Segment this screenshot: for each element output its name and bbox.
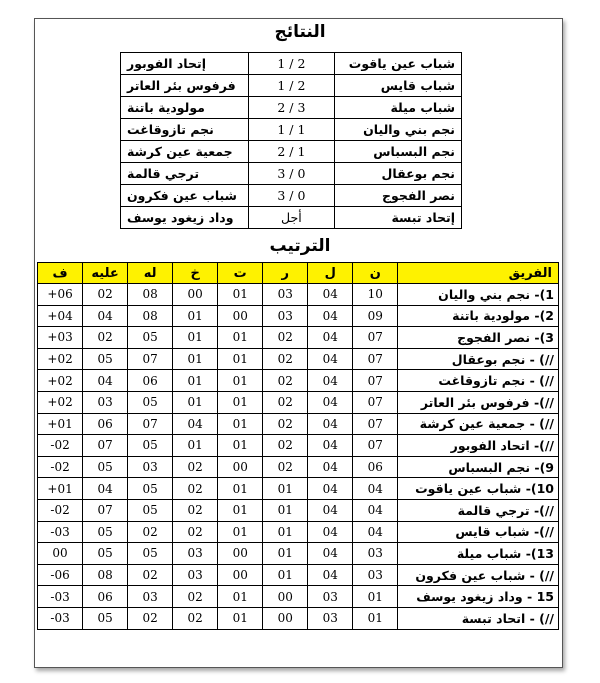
- standings-goals-against: 04: [83, 478, 128, 500]
- result-row: [121, 97, 462, 119]
- results-table: [120, 52, 462, 229]
- result-row: [121, 53, 462, 75]
- result-away-team: نجم تازوقاغت: [121, 119, 249, 141]
- standings-goals-for: 05: [128, 327, 173, 349]
- standings-goal-diff: 02-: [38, 435, 83, 457]
- standings-draw: 01: [218, 499, 263, 521]
- standings-won: 02: [263, 370, 308, 392]
- standings-goals-for: 05: [128, 499, 173, 521]
- result-home-team: شباب قايس: [334, 75, 461, 97]
- standings-won: 01: [263, 521, 308, 543]
- standings-won: 02: [263, 391, 308, 413]
- standings-team: 3)- نصر الفجوج: [398, 327, 559, 349]
- standings-won: 01: [263, 478, 308, 500]
- standings-points: 07: [353, 370, 398, 392]
- standings-lost: 02: [173, 607, 218, 629]
- standings-goals-for: 02: [128, 564, 173, 586]
- standings-goals-against: 06: [83, 413, 128, 435]
- standings-row: [38, 435, 559, 457]
- standings-played: 04: [308, 327, 353, 349]
- standings-goal-diff: 02-: [38, 499, 83, 521]
- standings-draw: 01: [218, 413, 263, 435]
- standings-table: [37, 262, 559, 630]
- standings-played: 04: [308, 348, 353, 370]
- standings-team: 13)- شباب ميلة: [398, 543, 559, 565]
- standings-goals-for: 02: [128, 607, 173, 629]
- standings-draw: 01: [218, 370, 263, 392]
- header-goals-against: عليه: [83, 263, 128, 284]
- standings-points: 03: [353, 564, 398, 586]
- standings-draw: 00: [218, 543, 263, 565]
- result-row: [121, 207, 462, 229]
- standings-goal-diff: 01+: [38, 413, 83, 435]
- standings-team: 2)- مولودية باتنة: [398, 305, 559, 327]
- standings-goals-against: 05: [83, 348, 128, 370]
- header-points: ن: [353, 263, 398, 284]
- result-away-team: فرفوس بئر العاتر: [121, 75, 249, 97]
- standings-won: 03: [263, 284, 308, 306]
- standings-lost: 02: [173, 586, 218, 608]
- standings-goals-against: 02: [83, 284, 128, 306]
- result-away-team: إتحاد الفوبور: [121, 53, 249, 75]
- result-away-team: مولودية باتنة: [121, 97, 249, 119]
- standings-goals-against: 05: [83, 456, 128, 478]
- standings-draw: 01: [218, 327, 263, 349]
- standings-lost: 02: [173, 499, 218, 521]
- standings-lost: 01: [173, 435, 218, 457]
- result-row: [121, 75, 462, 97]
- standings-points: 07: [353, 435, 398, 457]
- standings-played: 04: [308, 435, 353, 457]
- standings-played: 04: [308, 370, 353, 392]
- standings-goals-against: 04: [83, 305, 128, 327]
- standings-goals-for: 05: [128, 435, 173, 457]
- standings-points: 07: [353, 327, 398, 349]
- header-draw: ت: [218, 263, 263, 284]
- header-team: الفريق: [398, 263, 559, 284]
- standings-goals-against: 05: [83, 521, 128, 543]
- standings-lost: 03: [173, 543, 218, 565]
- result-home-team: شباب ميلة: [334, 97, 461, 119]
- standings-draw: 01: [218, 586, 263, 608]
- standings-won: 03: [263, 305, 308, 327]
- result-row: [121, 163, 462, 185]
- standings-won: 02: [263, 456, 308, 478]
- standings-lost: 04: [173, 413, 218, 435]
- standings-played: 04: [308, 499, 353, 521]
- standings-won: 02: [263, 327, 308, 349]
- standings-points: 01: [353, 607, 398, 629]
- standings-row: [38, 521, 559, 543]
- standings-lost: 01: [173, 370, 218, 392]
- standings-team: //) - شباب عين فكرون: [398, 564, 559, 586]
- standings-row: [38, 284, 559, 306]
- result-row: [121, 185, 462, 207]
- standings-team: //)- فرفوس بئر العاتر: [398, 391, 559, 413]
- header-won: ر: [263, 263, 308, 284]
- result-home-team: نصر الفجوج: [334, 185, 461, 207]
- standings-goal-diff: 06+: [38, 284, 83, 306]
- result-away-team: وداد زيغود يوسف: [121, 207, 249, 229]
- standings-played: 04: [308, 564, 353, 586]
- standings-row: [38, 499, 559, 521]
- standings-points: 04: [353, 478, 398, 500]
- standings-played: 04: [308, 478, 353, 500]
- header-played: ل: [308, 263, 353, 284]
- standings-goals-against: 05: [83, 543, 128, 565]
- result-home-team: نجم بني واليان: [334, 119, 461, 141]
- standings-team: 10)- شباب عين ياقوت: [398, 478, 559, 500]
- standings-lost: 03: [173, 564, 218, 586]
- standings-won: 02: [263, 348, 308, 370]
- result-away-team: شباب عين فكرون: [121, 185, 249, 207]
- standings-team: //) - اتحاد تبسة: [398, 607, 559, 629]
- standings-draw: 01: [218, 435, 263, 457]
- standings-draw: 00: [218, 456, 263, 478]
- standings-points: 07: [353, 391, 398, 413]
- standings-row: [38, 543, 559, 565]
- standings-played: 04: [308, 521, 353, 543]
- standings-won: 00: [263, 607, 308, 629]
- standings-row: [38, 456, 559, 478]
- standings-goal-diff: 00: [38, 543, 83, 565]
- result-home-team: نجم البسباس: [334, 141, 461, 163]
- standings-draw: 00: [218, 305, 263, 327]
- standings-goal-diff: 02+: [38, 391, 83, 413]
- result-score: 2 / 1: [248, 75, 334, 97]
- standings-draw: 01: [218, 607, 263, 629]
- standings-lost: 02: [173, 521, 218, 543]
- standings-draw: 01: [218, 284, 263, 306]
- standings-won: 00: [263, 586, 308, 608]
- standings-won: 02: [263, 435, 308, 457]
- standings-draw: 00: [218, 564, 263, 586]
- standings-played: 04: [308, 284, 353, 306]
- standings-points: 01: [353, 586, 398, 608]
- standings-goals-for: 07: [128, 348, 173, 370]
- standings-goals-for: 08: [128, 305, 173, 327]
- result-away-team: ترجي قالمة: [121, 163, 249, 185]
- standings-team: 1)- نجم بني واليان: [398, 284, 559, 306]
- standings-points: 09: [353, 305, 398, 327]
- standings-header-row: [38, 263, 559, 284]
- standings-played: 04: [308, 543, 353, 565]
- standings-team: //) - نجم تازوقاغت: [398, 370, 559, 392]
- standings-won: 01: [263, 499, 308, 521]
- standings-lost: 01: [173, 391, 218, 413]
- standings-team: //)- شباب قايس: [398, 521, 559, 543]
- header-goal-diff: ف: [38, 263, 83, 284]
- standings-team: 9)- نجم البسباس: [398, 456, 559, 478]
- result-home-team: إتحاد تبسة: [334, 207, 461, 229]
- standings-goals-for: 05: [128, 543, 173, 565]
- standings-goal-diff: 02+: [38, 370, 83, 392]
- standings-points: 04: [353, 499, 398, 521]
- standings-won: 01: [263, 543, 308, 565]
- result-score: أجل: [248, 207, 334, 229]
- standings-points: 07: [353, 413, 398, 435]
- standings-lost: 02: [173, 456, 218, 478]
- result-home-team: شباب عين ياقوت: [334, 53, 461, 75]
- standings-lost: 00: [173, 284, 218, 306]
- standings-row: [38, 391, 559, 413]
- results-title: النتائج: [274, 22, 326, 42]
- standings-goal-diff: 02-: [38, 456, 83, 478]
- standings-lost: 02: [173, 478, 218, 500]
- result-score: 1 / 1: [248, 119, 334, 141]
- standings-team: //) - جمعية عين كرشة: [398, 413, 559, 435]
- standings-played: 04: [308, 305, 353, 327]
- header-goals-for: له: [128, 263, 173, 284]
- standings-goals-for: 05: [128, 478, 173, 500]
- standings-goals-for: 05: [128, 391, 173, 413]
- standings-title: الترتيب: [269, 236, 331, 256]
- standings-goal-diff: 03+: [38, 327, 83, 349]
- result-home-team: نجم بوعقال: [334, 163, 461, 185]
- standings-goals-against: 07: [83, 435, 128, 457]
- standings-row: [38, 305, 559, 327]
- standings-row: [38, 607, 559, 629]
- standings-team: //)- ترجي قالمة: [398, 499, 559, 521]
- standings-goal-diff: 03-: [38, 521, 83, 543]
- standings-points: 04: [353, 521, 398, 543]
- standings-won: 01: [263, 564, 308, 586]
- standings-goals-against: 07: [83, 499, 128, 521]
- standings-goals-against: 04: [83, 370, 128, 392]
- standings-lost: 01: [173, 327, 218, 349]
- standings-team: //) - نجم بوعقال: [398, 348, 559, 370]
- standings-goals-for: 03: [128, 456, 173, 478]
- standings-goal-diff: 02+: [38, 348, 83, 370]
- standings-goals-for: 08: [128, 284, 173, 306]
- result-score: 2 / 1: [248, 53, 334, 75]
- standings-goals-against: 08: [83, 564, 128, 586]
- standings-goal-diff: 03-: [38, 607, 83, 629]
- standings-goals-for: 07: [128, 413, 173, 435]
- standings-row: [38, 564, 559, 586]
- result-row: [121, 119, 462, 141]
- standings-goals-against: 03: [83, 391, 128, 413]
- result-away-team: جمعية عين كرشة: [121, 141, 249, 163]
- standings-played: 03: [308, 586, 353, 608]
- result-row: [121, 141, 462, 163]
- standings-won: 02: [263, 413, 308, 435]
- result-score: 0 / 3: [248, 185, 334, 207]
- standings-draw: 01: [218, 348, 263, 370]
- standings-row: [38, 327, 559, 349]
- standings-goals-for: 03: [128, 586, 173, 608]
- standings-goal-diff: 01+: [38, 478, 83, 500]
- result-score: 1 / 2: [248, 141, 334, 163]
- standings-row: [38, 586, 559, 608]
- standings-row: [38, 478, 559, 500]
- standings-points: 03: [353, 543, 398, 565]
- standings-goals-for: 02: [128, 521, 173, 543]
- standings-team: 15 - وداد زيغود يوسف: [398, 586, 559, 608]
- standings-row: [38, 348, 559, 370]
- standings-played: 04: [308, 413, 353, 435]
- standings-row: [38, 370, 559, 392]
- standings-lost: 01: [173, 348, 218, 370]
- standings-points: 06: [353, 456, 398, 478]
- header-lost: خ: [173, 263, 218, 284]
- standings-points: 07: [353, 348, 398, 370]
- result-score: 0 / 3: [248, 163, 334, 185]
- standings-draw: 01: [218, 391, 263, 413]
- standings-points: 10: [353, 284, 398, 306]
- standings-draw: 01: [218, 478, 263, 500]
- result-score: 3 / 2: [248, 97, 334, 119]
- standings-team: //)- اتحاد الفوبور: [398, 435, 559, 457]
- standings-played: 04: [308, 456, 353, 478]
- standings-draw: 01: [218, 521, 263, 543]
- standings-goals-against: 05: [83, 607, 128, 629]
- standings-goal-diff: 04+: [38, 305, 83, 327]
- standings-row: [38, 413, 559, 435]
- standings-goals-against: 06: [83, 586, 128, 608]
- standings-lost: 01: [173, 305, 218, 327]
- standings-goals-against: 02: [83, 327, 128, 349]
- standings-goal-diff: 06-: [38, 564, 83, 586]
- standings-played: 03: [308, 607, 353, 629]
- standings-goal-diff: 03-: [38, 586, 83, 608]
- standings-goals-for: 06: [128, 370, 173, 392]
- standings-played: 04: [308, 391, 353, 413]
